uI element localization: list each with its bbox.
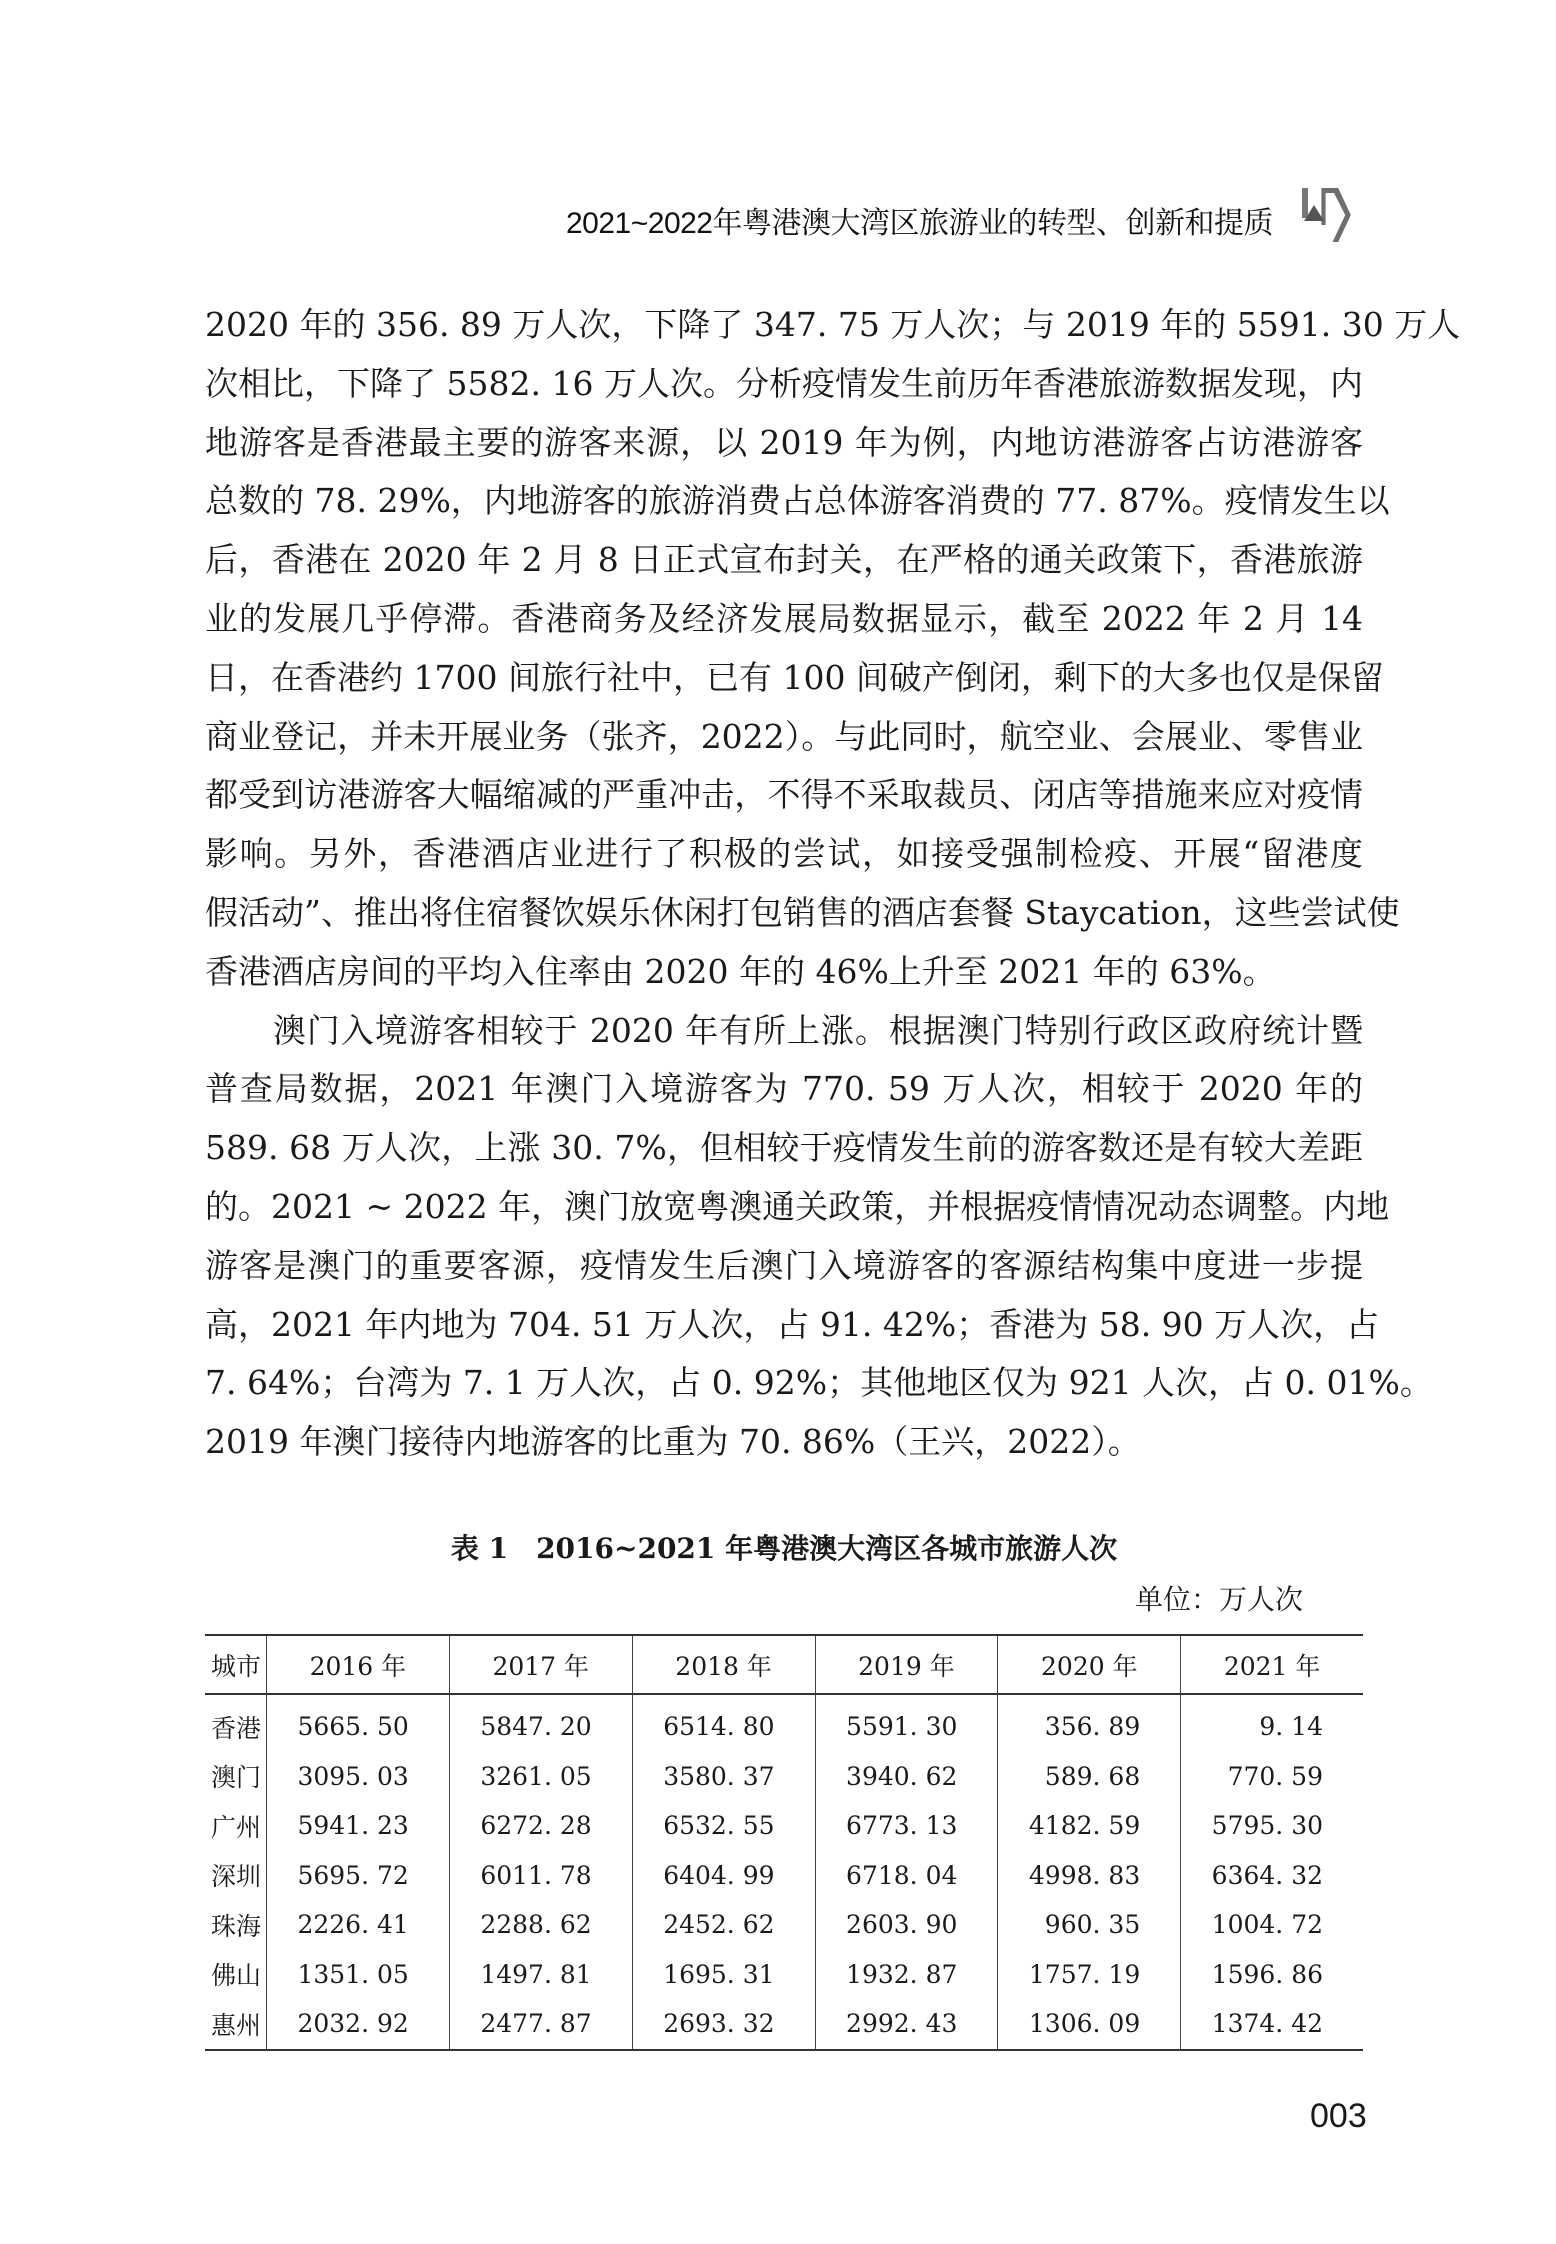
table-row xyxy=(205,1900,1363,1950)
value-cell: 2603. 90 xyxy=(815,1900,998,1950)
value-cell: 1596. 86 xyxy=(1181,1950,1363,2000)
table-row xyxy=(205,1999,1363,2050)
value-cell: 3940. 62 xyxy=(815,1752,998,1802)
value-cell: 4182. 59 xyxy=(998,1801,1181,1851)
value-cell: 9. 14 xyxy=(1181,1694,1363,1752)
value-cell: 6532. 55 xyxy=(632,1801,815,1851)
text-line: 假活动”、推出将住宿餐饮娱乐休闲打包销售的酒店套餐 Staycation，这些尝试使 xyxy=(205,892,1400,932)
text-line: 2019 年澳门接待内地游客的比重为 70. 86%（王兴，2022）。 xyxy=(205,1422,1141,1462)
value-cell: 1374. 42 xyxy=(1181,1999,1363,2050)
text-line: 商业登记，并未开展业务（张齐，2022）。与此同时，航空业、会展业、零售业 xyxy=(205,716,1363,756)
value-cell: 5941. 23 xyxy=(266,1801,449,1851)
table-row xyxy=(205,1752,1363,1802)
table-row xyxy=(205,1801,1363,1851)
text-line: 游客是澳门的重要客源，疫情发生后澳门入境游客的客源结构集中度进一步提 xyxy=(205,1245,1363,1285)
value-cell: 3580. 37 xyxy=(632,1752,815,1802)
column-header: 2017 年 xyxy=(449,1635,632,1694)
column-header: 2020 年 xyxy=(998,1635,1181,1694)
city-cell: 佛山 xyxy=(210,1961,261,1991)
value-cell: 6364. 32 xyxy=(1181,1851,1363,1901)
value-cell: 770. 59 xyxy=(1181,1752,1363,1802)
table-row xyxy=(205,1694,1363,1752)
value-cell: 5847. 20 xyxy=(449,1694,632,1752)
value-cell: 5795. 30 xyxy=(1181,1801,1363,1851)
value-cell: 2288. 62 xyxy=(449,1900,632,1950)
value-cell: 1004. 72 xyxy=(1181,1900,1363,1950)
value-cell: 6011. 78 xyxy=(449,1851,632,1901)
value-cell: 3095. 03 xyxy=(266,1752,449,1802)
text-line: 香港酒店房间的平均入住率由 2020 年的 46%上升至 2021 年的 63%。 xyxy=(205,951,1276,991)
value-cell: 1695. 31 xyxy=(632,1950,815,2000)
text-line: 的。2021 ~ 2022 年，澳门放宽粤澳通关政策，并根据疫情情况动态调整。内地 xyxy=(205,1186,1390,1226)
value-cell: 1351. 05 xyxy=(266,1950,449,2000)
table-unit: 单位：万人次 xyxy=(1134,1583,1303,1616)
text-line: 后，香港在 2020 年 2 月 8 日正式宣布封关，在严格的通关政策下，香港旅游 xyxy=(205,540,1363,580)
city-cell: 深圳 xyxy=(210,1862,261,1892)
city-cell: 惠州 xyxy=(210,2010,261,2040)
value-cell: 1497. 81 xyxy=(449,1950,632,2000)
text-line: 日，在香港约 1700 间旅行社中，已有 100 间破产倒闭，剩下的大多也仅是保留 xyxy=(205,657,1384,697)
text-line: 2020 年的 356. 89 万人次，下降了 347. 75 万人次；与 2019 年的 5591. 30 万人 xyxy=(205,305,1461,344)
city-cell: 广州 xyxy=(210,1812,261,1842)
value-cell: 6514. 80 xyxy=(632,1694,815,1752)
value-cell: 2226. 41 xyxy=(266,1900,449,1950)
text-line: 影响。另外，香港酒店业进行了积极的尝试，如接受强制检疫、开展“留港度 xyxy=(205,834,1363,874)
text-line: 业的发展几乎停滞。香港商务及经济发展局数据显示，截至 2022 年 2 月 14 xyxy=(205,598,1363,638)
table-caption: 表 1 2016~2021 年粤港澳大湾区各城市旅游人次 xyxy=(450,1532,1118,1565)
city-cell: 澳门 xyxy=(210,1763,261,1793)
value-cell: 2693. 32 xyxy=(632,1999,815,2050)
column-header: 城市 xyxy=(210,1651,261,1681)
value-cell: 5591. 30 xyxy=(815,1694,998,1752)
value-cell: 589. 68 xyxy=(998,1752,1181,1802)
chapter-logo-icon xyxy=(1300,185,1366,245)
table-row xyxy=(205,1851,1363,1901)
column-header: 2018 年 xyxy=(632,1635,815,1694)
value-cell: 2452. 62 xyxy=(632,1900,815,1950)
text-line: 次相比，下降了 5582. 16 万人次。分析疫情发生前历年香港旅游数据发现，内 xyxy=(205,363,1363,403)
column-header: 2016 年 xyxy=(266,1635,449,1694)
text-line: 7. 64%；台湾为 7. 1 万人次，占 0. 92%；其他地区仅为 921 人次，占 0. 01%。 xyxy=(205,1363,1433,1403)
column-header: 2021 年 xyxy=(1181,1635,1363,1694)
value-cell: 5665. 50 xyxy=(266,1694,449,1752)
value-cell: 6404. 99 xyxy=(632,1851,815,1901)
value-cell: 960. 35 xyxy=(998,1900,1181,1950)
text-line: 589. 68 万人次，上涨 30. 7%，但相较于疫情发生前的游客数还是有较大差距 xyxy=(205,1128,1363,1168)
text-line: 地游客是香港最主要的游客来源，以 2019 年为例，内地访港游客占访港游客 xyxy=(205,422,1363,462)
column-header: 2019 年 xyxy=(815,1635,998,1694)
table-row xyxy=(205,1950,1363,2000)
value-cell: 1757. 19 xyxy=(998,1950,1181,2000)
text-line: 高，2021 年内地为 704. 51 万人次，占 91. 42%；香港为 58. 90 万人次，占 xyxy=(205,1304,1380,1344)
page-number: 003 xyxy=(1310,2097,1367,2135)
value-cell: 356. 89 xyxy=(998,1694,1181,1752)
text-line: 总数的 78. 29%，内地游客的旅游消费占总体游客消费的 77. 87%。疫情发生以 xyxy=(205,481,1390,521)
value-cell: 2992. 43 xyxy=(815,1999,998,2050)
tourism-table xyxy=(205,1634,1363,2051)
running-header-title: 2021~2022年粤港澳大湾区旅游业的转型、创新和提质 xyxy=(566,207,1273,240)
city-cell: 珠海 xyxy=(210,1911,261,1941)
value-cell: 3261. 05 xyxy=(449,1752,632,1802)
value-cell: 1306. 09 xyxy=(998,1999,1181,2050)
city-cell: 香港 xyxy=(210,1713,261,1743)
value-cell: 4998. 83 xyxy=(998,1851,1181,1901)
value-cell: 6773. 13 xyxy=(815,1801,998,1851)
text-line: 澳门入境游客相较于 2020 年有所上涨。根据澳门特别行政区政府统计暨 xyxy=(273,1010,1363,1050)
value-cell: 2477. 87 xyxy=(449,1999,632,2050)
value-cell: 1932. 87 xyxy=(815,1950,998,2000)
text-line: 普查局数据，2021 年澳门入境游客为 770. 59 万人次，相较于 2020 年的 xyxy=(205,1069,1363,1109)
value-cell: 5695. 72 xyxy=(266,1851,449,1901)
value-cell: 6718. 04 xyxy=(815,1851,998,1901)
text-line: 都受到访港游客大幅缩减的严重冲击，不得不采取裁员、闭店等措施来应对疫情 xyxy=(205,775,1363,815)
body-text xyxy=(205,296,1461,1472)
table-header-row xyxy=(205,1635,1363,1694)
value-cell: 6272. 28 xyxy=(449,1801,632,1851)
value-cell: 2032. 92 xyxy=(266,1999,449,2050)
